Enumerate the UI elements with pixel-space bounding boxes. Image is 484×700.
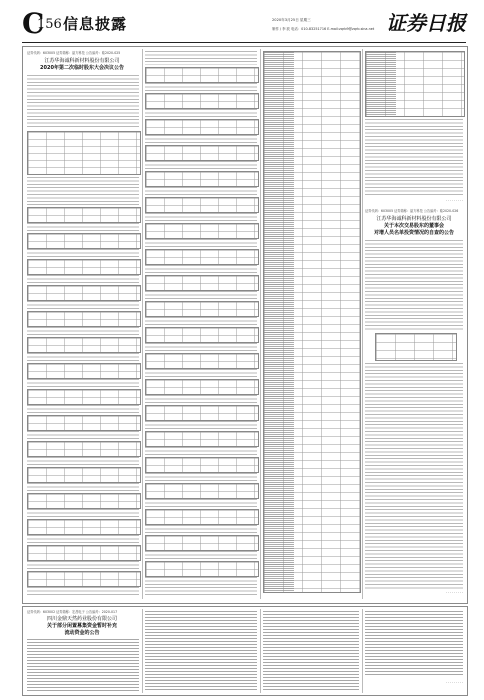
vote-table	[145, 379, 259, 395]
notice-body-text	[145, 213, 257, 221]
vote-table	[27, 259, 141, 275]
vote-table	[27, 285, 141, 301]
notice-body-text	[145, 161, 257, 169]
notice-signature: · · · · · · · · ·	[445, 591, 463, 595]
notice-panel-lower	[22, 606, 468, 696]
notice-body-text	[145, 473, 257, 481]
notice-body-text	[145, 369, 257, 377]
notice-panel-upper	[22, 46, 468, 604]
vote-table	[27, 415, 141, 431]
notice-body-text	[27, 509, 139, 517]
vote-table	[145, 197, 259, 213]
vote-table	[145, 483, 259, 499]
editor-contact: 制作 / 李 波 电话：010-83251716 E-mail:zqrb9@zqrb.sina.net	[272, 27, 375, 31]
notice-title-line: 关于本次交易股东的董事会	[383, 223, 444, 229]
notice-title-line: 流动资金的公告	[64, 630, 100, 636]
notice-code-line: 证券代码：603005 证券简称：晶方科技 公告编号：临2020-025	[27, 51, 121, 55]
notice-body-text	[27, 457, 139, 465]
notice-body-text	[263, 611, 359, 691]
notice-body-text	[27, 405, 139, 413]
notice-body-text	[27, 561, 139, 569]
vote-table	[27, 233, 141, 249]
notice-title-line: 对增人员名单投资情况的自查的公告	[373, 230, 454, 236]
notice-company-name: 江苏华海诚科新材料股份有限公司	[44, 58, 120, 64]
vote-table	[27, 571, 141, 587]
notice-body-text	[145, 525, 257, 533]
vote-table	[145, 249, 259, 265]
vote-table	[145, 67, 259, 83]
notice-body-text	[27, 353, 139, 361]
masthead-rule	[22, 42, 466, 43]
notice-body-text	[27, 249, 139, 257]
notice-body-text	[27, 431, 139, 439]
vote-table	[145, 431, 259, 447]
notice-body-text	[145, 551, 257, 559]
notice-body-text	[145, 421, 257, 429]
masthead	[22, 7, 466, 40]
notice-body-text	[145, 395, 257, 403]
notice-body-text	[145, 51, 257, 65]
column-divider	[362, 609, 363, 693]
notice-company-name: 四川金鼎天然药业股份有限公司	[46, 616, 117, 622]
vote-table	[145, 353, 259, 369]
notice-body-text	[365, 240, 463, 330]
vote-table	[145, 145, 259, 161]
column-divider	[260, 49, 261, 599]
column-divider	[142, 49, 143, 599]
notice-body-text	[27, 75, 139, 129]
vote-table	[27, 131, 141, 175]
notice-body-text	[27, 587, 139, 597]
notice-body-text	[145, 135, 257, 143]
vote-table	[27, 441, 141, 457]
notice-body-text	[145, 83, 257, 91]
notice-body-text	[27, 639, 139, 691]
vote-table	[145, 119, 259, 135]
notice-body-text	[27, 177, 139, 205]
notice-body-text	[145, 187, 257, 195]
vote-table	[145, 301, 259, 317]
newspaper-logo: 证券日报	[386, 11, 466, 35]
notice-title: 2020年第二次临时股东大会决议公告	[40, 65, 124, 71]
notice-signature: · · · · · · · · ·	[445, 681, 463, 685]
notice-code-line: 证券代码：603002 证券简称：宏昌电子 公告编号：2020-017	[27, 610, 118, 614]
notice-company-name: 江苏华海诚科新材料股份有限公司	[376, 216, 452, 222]
vote-table	[27, 389, 141, 405]
column-divider	[260, 609, 261, 693]
notice-body-text	[145, 611, 257, 691]
notice-body-text	[145, 577, 257, 597]
notice-body-text	[145, 343, 257, 351]
table-name-column	[366, 52, 396, 116]
vote-table	[145, 535, 259, 551]
notice-body-text	[145, 265, 257, 273]
vote-table	[27, 363, 141, 379]
section-letter: C	[22, 7, 45, 40]
notice-body-text	[27, 327, 139, 335]
notice-body-text	[145, 447, 257, 455]
vote-table	[145, 509, 259, 525]
vote-table	[27, 467, 141, 483]
notice-body-text	[365, 363, 463, 589]
notice-body-text	[145, 317, 257, 325]
vote-table	[27, 337, 141, 353]
shareholding-table	[263, 51, 361, 593]
vote-table	[145, 561, 259, 577]
summary-table	[365, 51, 465, 117]
notice-body-text	[145, 499, 257, 507]
vote-table	[145, 275, 259, 291]
notice-title-line: 关于部分闲置募集资金暂时补充	[46, 623, 117, 629]
vote-table	[145, 457, 259, 473]
notice-body-text	[27, 275, 139, 283]
notice-body-text	[27, 301, 139, 309]
vote-table	[145, 93, 259, 109]
vote-table	[145, 405, 259, 421]
notice-body-text	[365, 611, 463, 677]
notice-signature: · · · · · · · · ·	[445, 199, 463, 203]
table-name-column	[264, 52, 294, 592]
notice-body-text	[27, 483, 139, 491]
notice-code-line: 证券代码：603005 证券简称：晶方科技 公告编号：临2020-026	[365, 209, 459, 213]
vote-table	[27, 493, 141, 509]
column-divider	[142, 609, 143, 693]
vote-table	[145, 327, 259, 343]
column-divider	[362, 49, 363, 599]
issue-date: 2020年3月25日 星期三	[272, 18, 311, 22]
section-title: 信息披露	[63, 15, 128, 33]
notice-body-text	[27, 379, 139, 387]
trading-table	[375, 333, 457, 361]
vote-table	[27, 545, 141, 561]
notice-body-text	[145, 291, 257, 299]
notice-body-text	[27, 223, 139, 231]
vote-table	[27, 311, 141, 327]
notice-body-text	[365, 119, 463, 197]
notice-body-text	[145, 239, 257, 247]
vote-table	[145, 223, 259, 239]
notice-body-text	[145, 109, 257, 117]
vote-table	[27, 207, 141, 223]
vote-table	[27, 519, 141, 535]
page-number: 156	[37, 17, 62, 32]
notice-body-text	[27, 535, 139, 543]
vote-table	[145, 171, 259, 187]
